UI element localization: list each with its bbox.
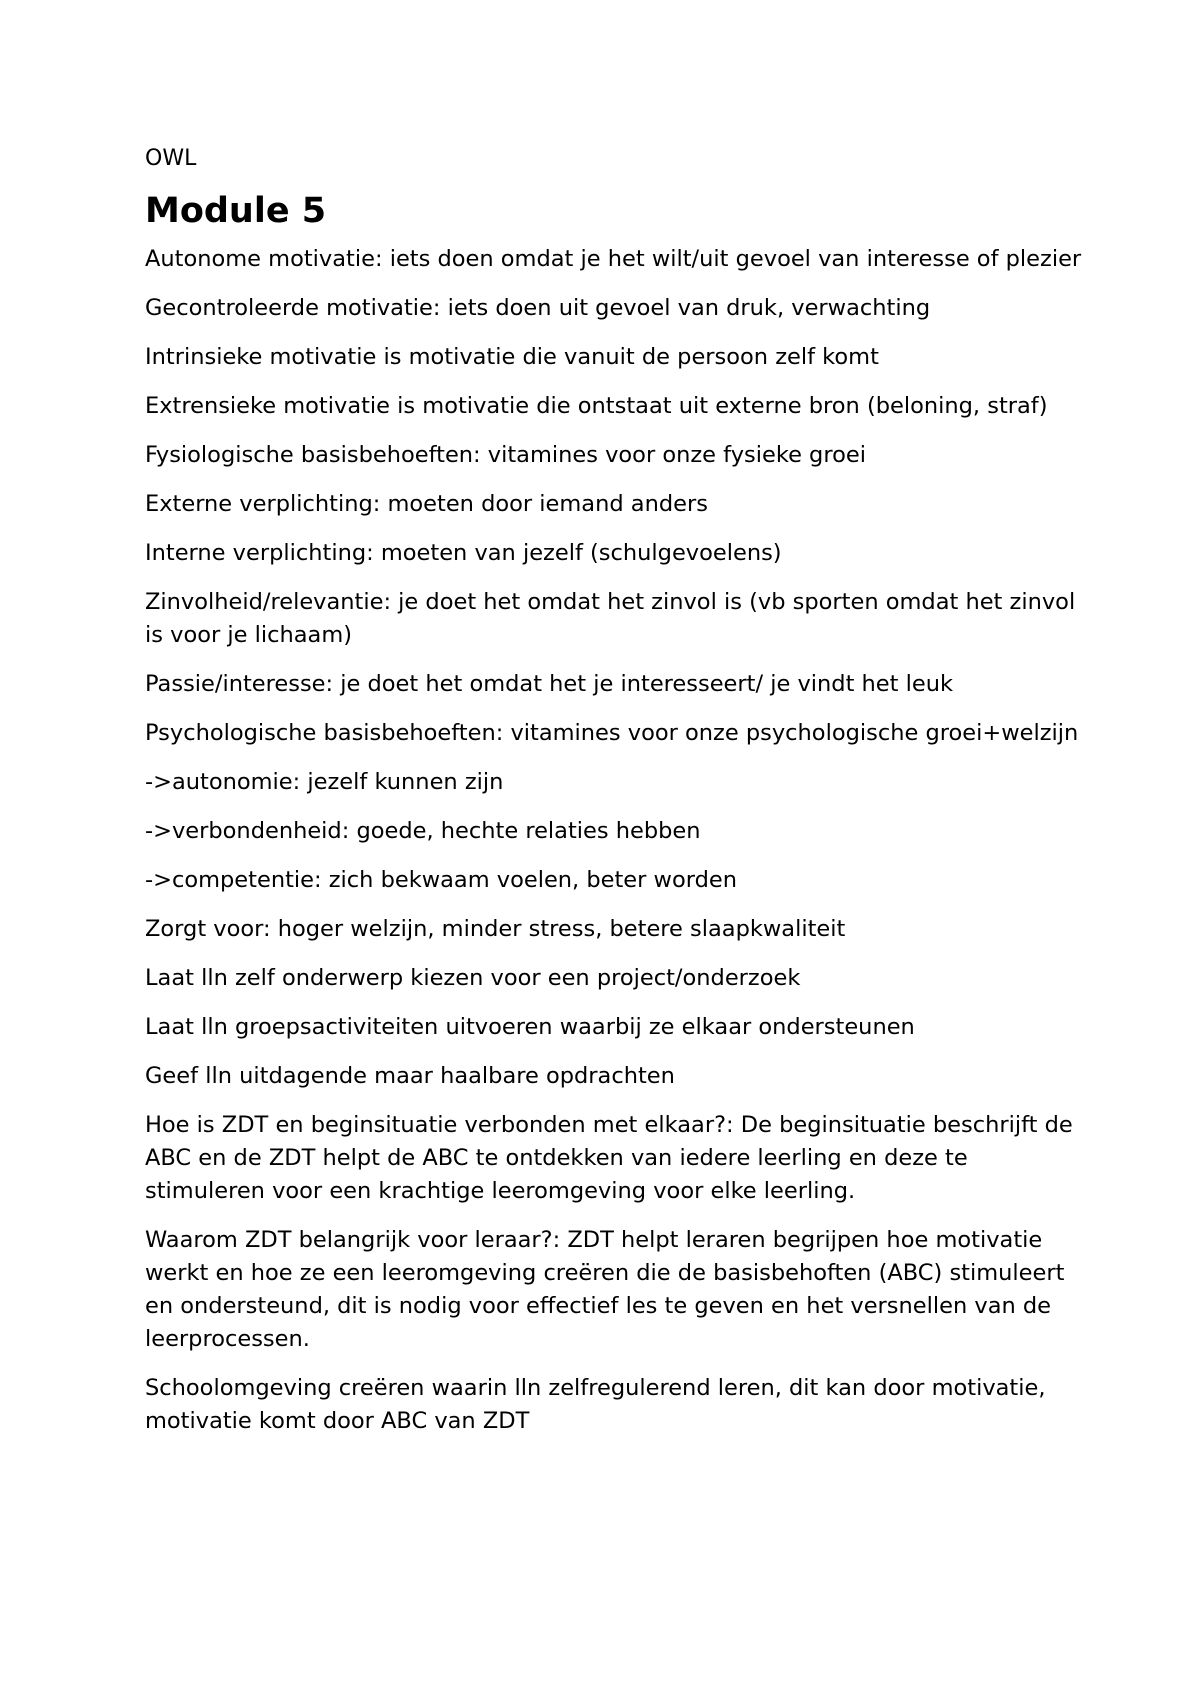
- paragraph-zinvolheid: Zinvolheid/relevantie: je doet het omdat het zinvol is (vb sporten omdat het zinvol is voor je lichaam): [145, 589, 1076, 648]
- paragraph-intrinsieke-motivatie: Intrinsieke motivatie is motivatie die vanuit de persoon zelf komt: [145, 344, 879, 370]
- paragraph-competentie: ->competentie: zich bekwaam voelen, beter worden: [145, 867, 737, 893]
- paragraph-fysiologische-basisbehoeften: Fysiologische basisbehoeften: vitamines voor onze fysieke groei: [145, 442, 866, 468]
- paragraph-psychologische-basisbehoeften: Psychologische basisbehoeften: vitamines voor onze psychologische groei+welzijn: [145, 720, 1079, 746]
- paragraph-zdt-beginsituatie: Hoe is ZDT en beginsituatie verbonden met elkaar?: De beginsituatie beschrijft de ABC en de ZDT helpt de ABC te ontdekken van iedere leerling en deze te stimuleren voor een krachtige leeromgeving voor elke leerling.: [145, 1112, 1073, 1204]
- paragraph-verbondenheid: ->verbondenheid: goede, hechte relaties hebben: [145, 818, 701, 844]
- paragraph-extrensieke-motivatie: Extrensieke motivatie is motivatie die ontstaat uit externe bron (beloning, straf): [145, 393, 1048, 419]
- paragraph-interne-verplichting: Interne verplichting: moeten van jezelf (schulgevoelens): [145, 540, 782, 566]
- paragraph-uitdagende-opdrachten: Geef lln uitdagende maar haalbare opdrachten: [145, 1063, 675, 1089]
- document-header-label: OWL: [145, 146, 197, 171]
- paragraph-externe-verplichting: Externe verplichting: moeten door iemand anders: [145, 491, 708, 517]
- paragraph-autonomie: ->autonomie: jezelf kunnen zijn: [145, 769, 504, 795]
- paragraph-onderwerp-kiezen: Laat lln zelf onderwerp kiezen voor een project/onderzoek: [145, 965, 801, 991]
- paragraph-passie-interesse: Passie/interesse: je doet het omdat het je interesseert/ je vindt het leuk: [145, 671, 954, 697]
- page-title: Module 5: [145, 191, 327, 231]
- paragraph-zorgt-voor: Zorgt voor: hoger welzijn, minder stress, betere slaapkwaliteit: [145, 916, 846, 942]
- document-page: [145, 143, 1085, 1454]
- paragraph-gecontroleerde-motivatie: Gecontroleerde motivatie: iets doen uit gevoel van druk, verwachting: [145, 295, 931, 321]
- paragraph-zdt-belangrijk: Waarom ZDT belangrijk voor leraar?: ZDT helpt leraren begrijpen hoe motivatie werkt en hoe ze een leeromgeving creëren die de basisbehoften (ABC) stimuleert en ondersteund, dit is nodig voor effectief les te geven en het versnellen van de leerprocessen.: [145, 1227, 1065, 1352]
- paragraph-schoolomgeving: Schoolomgeving creëren waarin lln zelfregulerend leren, dit kan door motivatie, motivatie komt door ABC van ZDT: [145, 1375, 1046, 1434]
- paragraph-groepsactiviteiten: Laat lln groepsactiviteiten uitvoeren waarbij ze elkaar ondersteunen: [145, 1014, 915, 1040]
- paragraph-autonome-motivatie: Autonome motivatie: iets doen omdat je het wilt/uit gevoel van interesse of plezier: [145, 246, 1082, 272]
